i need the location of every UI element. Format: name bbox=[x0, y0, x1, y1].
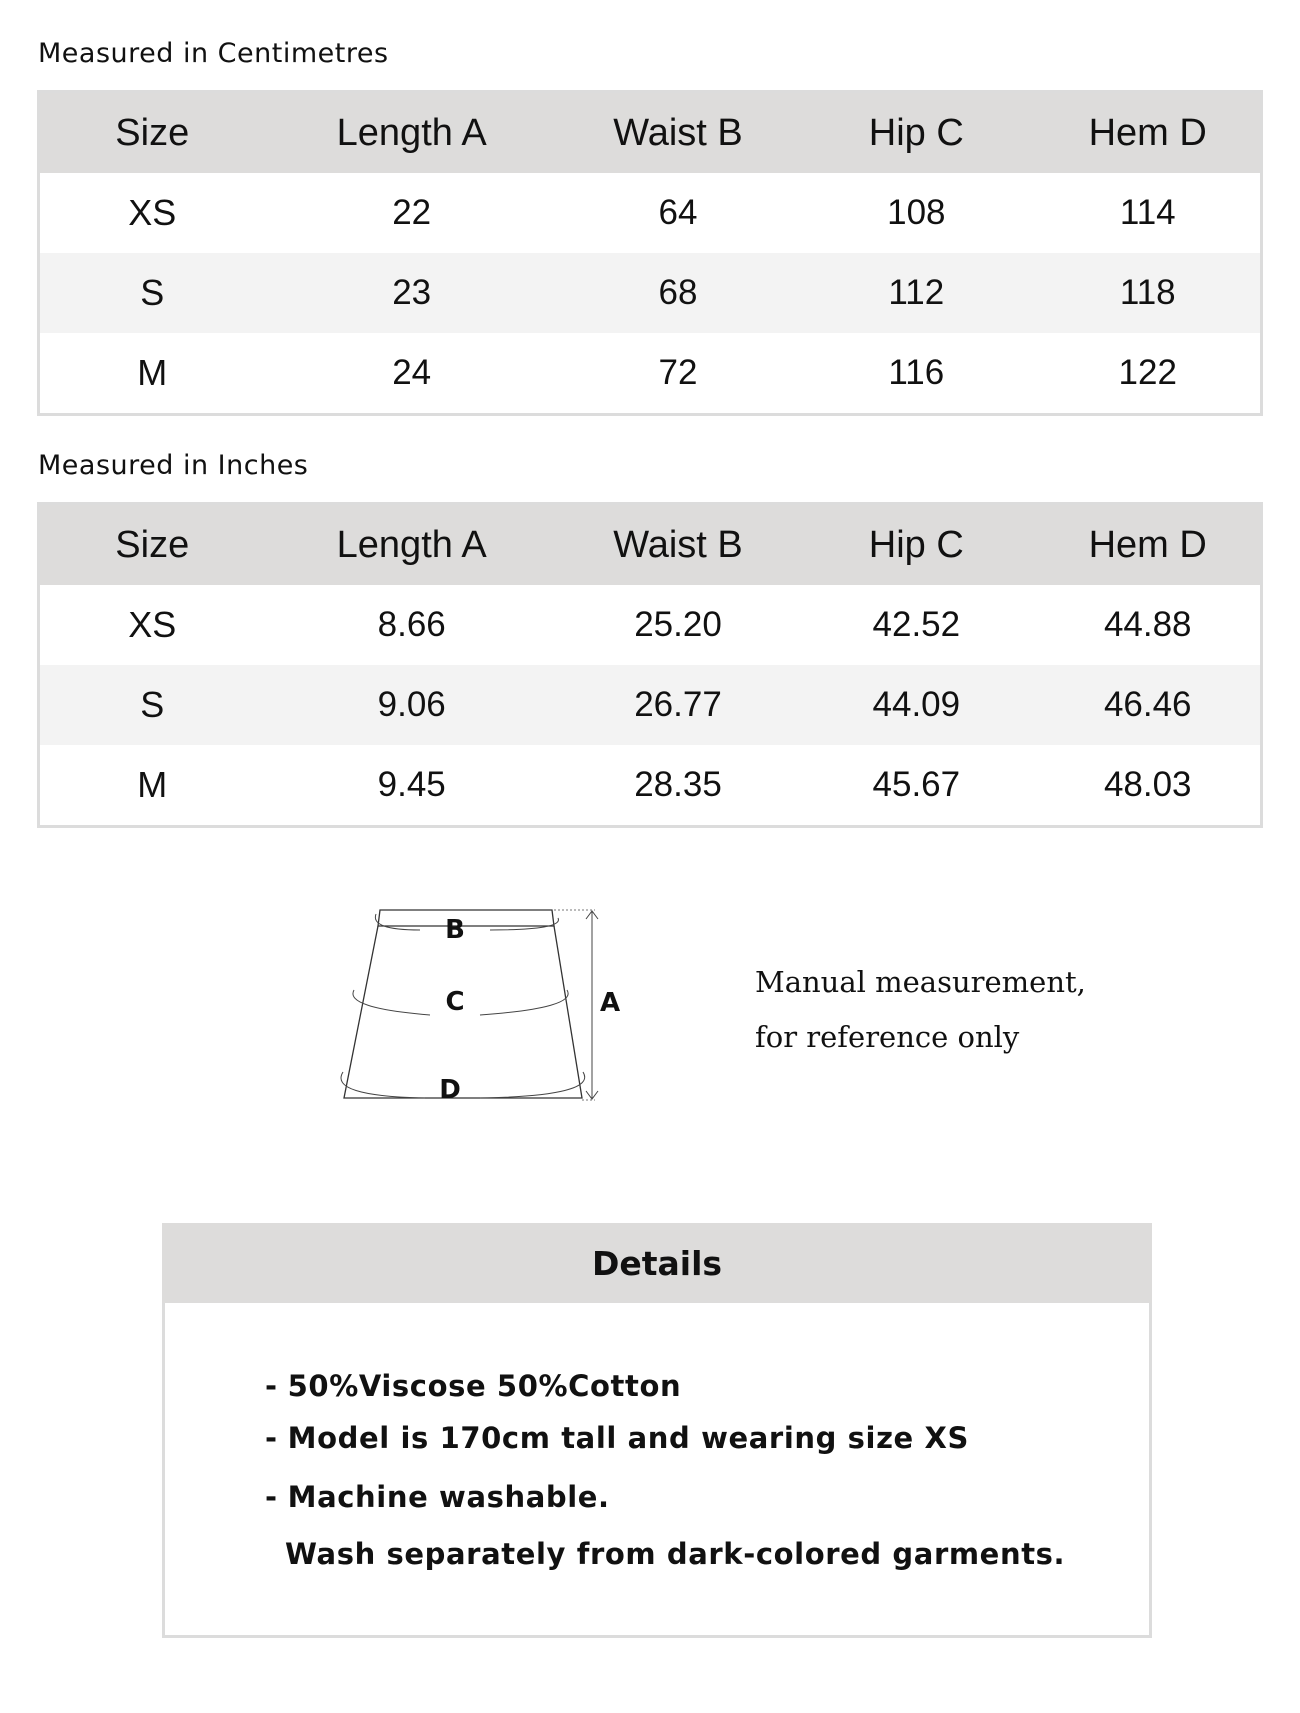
details-list bbox=[265, 1369, 1065, 1571]
hip-cell: 112 bbox=[797, 253, 1035, 333]
header-length-a: Length A bbox=[265, 504, 559, 586]
cm-section-title: Measured in Centimetres bbox=[38, 38, 389, 69]
bullet-dash: - bbox=[265, 1480, 278, 1514]
hip-cell: 42.52 bbox=[872, 605, 961, 644]
list-item bbox=[265, 1537, 1065, 1571]
skirt-measurement-diagram bbox=[320, 900, 640, 1110]
hem-cell: 48.03 bbox=[1103, 765, 1192, 804]
header-length-a: Length A bbox=[265, 92, 559, 174]
waist-cell: 28.35 bbox=[634, 765, 722, 804]
header-waist-b: Waist B bbox=[559, 504, 797, 586]
detail-text: Model is 170cm tall and wearing size XS bbox=[287, 1421, 969, 1455]
length-cell: 9.06 bbox=[265, 665, 559, 745]
hem-cell: 44.88 bbox=[1103, 605, 1192, 644]
inch-section-title: Measured in Inches bbox=[38, 450, 309, 481]
header-size: Size bbox=[39, 92, 265, 174]
hem-measure-line bbox=[341, 1072, 425, 1098]
table-row bbox=[39, 333, 1262, 415]
length-cell: 24 bbox=[392, 353, 432, 392]
hip-cell: 45.67 bbox=[872, 765, 961, 804]
table-header-row bbox=[39, 504, 1262, 586]
skirt-diagram-svg bbox=[320, 900, 640, 1110]
table-row bbox=[39, 253, 1262, 333]
header-hem-d: Hem D bbox=[1035, 92, 1261, 174]
label-a: A bbox=[599, 988, 621, 1018]
header-waist-b: Waist B bbox=[559, 92, 797, 174]
waist-cell: 25.20 bbox=[634, 605, 722, 644]
table-row bbox=[39, 173, 1262, 253]
header-hip-c: Hip C bbox=[797, 504, 1035, 586]
table-row bbox=[39, 585, 1262, 665]
list-item bbox=[265, 1369, 1065, 1403]
size-cell: XS bbox=[128, 192, 177, 233]
hem-measure-line bbox=[480, 1072, 585, 1098]
details-title: Details bbox=[162, 1223, 1152, 1303]
note-line-1: Manual measurement, bbox=[755, 965, 1086, 999]
label-b: B bbox=[445, 915, 465, 945]
hem-cell: 122 bbox=[1118, 353, 1177, 392]
list-item bbox=[265, 1421, 1065, 1455]
header-hem-d: Hem D bbox=[1035, 504, 1261, 586]
waist-cell: 72 bbox=[658, 353, 698, 392]
waist-measure-line bbox=[490, 918, 558, 930]
header-hip-c: Hip C bbox=[797, 92, 1035, 174]
label-d: D bbox=[439, 1075, 461, 1105]
detail-text: 50%Viscose 50%Cotton bbox=[287, 1369, 682, 1403]
table-row bbox=[39, 665, 1262, 745]
hem-cell: 114 bbox=[1119, 193, 1176, 232]
length-cell: 23 bbox=[265, 253, 559, 333]
table-header-row bbox=[39, 92, 1262, 174]
waist-measure-line bbox=[375, 914, 420, 930]
waist-cell: 68 bbox=[559, 253, 797, 333]
list-item bbox=[265, 1480, 1065, 1514]
waistband-outline bbox=[378, 910, 554, 926]
detail-text: Machine washable. bbox=[287, 1480, 610, 1514]
size-cell: M bbox=[137, 764, 168, 805]
bullet-dash: - bbox=[265, 1421, 278, 1455]
hip-cell: 116 bbox=[888, 353, 945, 392]
label-c: C bbox=[445, 987, 465, 1017]
waist-cell: 26.77 bbox=[559, 665, 797, 745]
size-cell: S bbox=[39, 665, 265, 745]
length-cell: 8.66 bbox=[377, 605, 446, 644]
hip-measure-line bbox=[480, 990, 568, 1015]
measurement-note bbox=[755, 955, 1086, 1065]
size-cell: M bbox=[137, 352, 168, 393]
hem-cell: 118 bbox=[1035, 253, 1261, 333]
length-cell: 9.45 bbox=[377, 765, 446, 804]
details-box bbox=[162, 1223, 1152, 1638]
table-row bbox=[39, 745, 1262, 827]
cm-size-table bbox=[37, 90, 1263, 416]
size-cell: S bbox=[39, 253, 265, 333]
detail-text-continuation: Wash separately from dark-colored garments. bbox=[285, 1537, 1066, 1571]
hip-cell: 44.09 bbox=[797, 665, 1035, 745]
waist-cell: 64 bbox=[658, 193, 698, 232]
hip-cell: 108 bbox=[887, 193, 946, 232]
hem-cell: 46.46 bbox=[1035, 665, 1261, 745]
size-cell: XS bbox=[128, 604, 177, 645]
length-cell: 22 bbox=[392, 193, 432, 232]
bullet-dash: - bbox=[265, 1369, 278, 1403]
header-size: Size bbox=[39, 504, 265, 586]
note-line-2: for reference only bbox=[755, 1020, 1020, 1054]
inch-size-table bbox=[37, 502, 1263, 828]
